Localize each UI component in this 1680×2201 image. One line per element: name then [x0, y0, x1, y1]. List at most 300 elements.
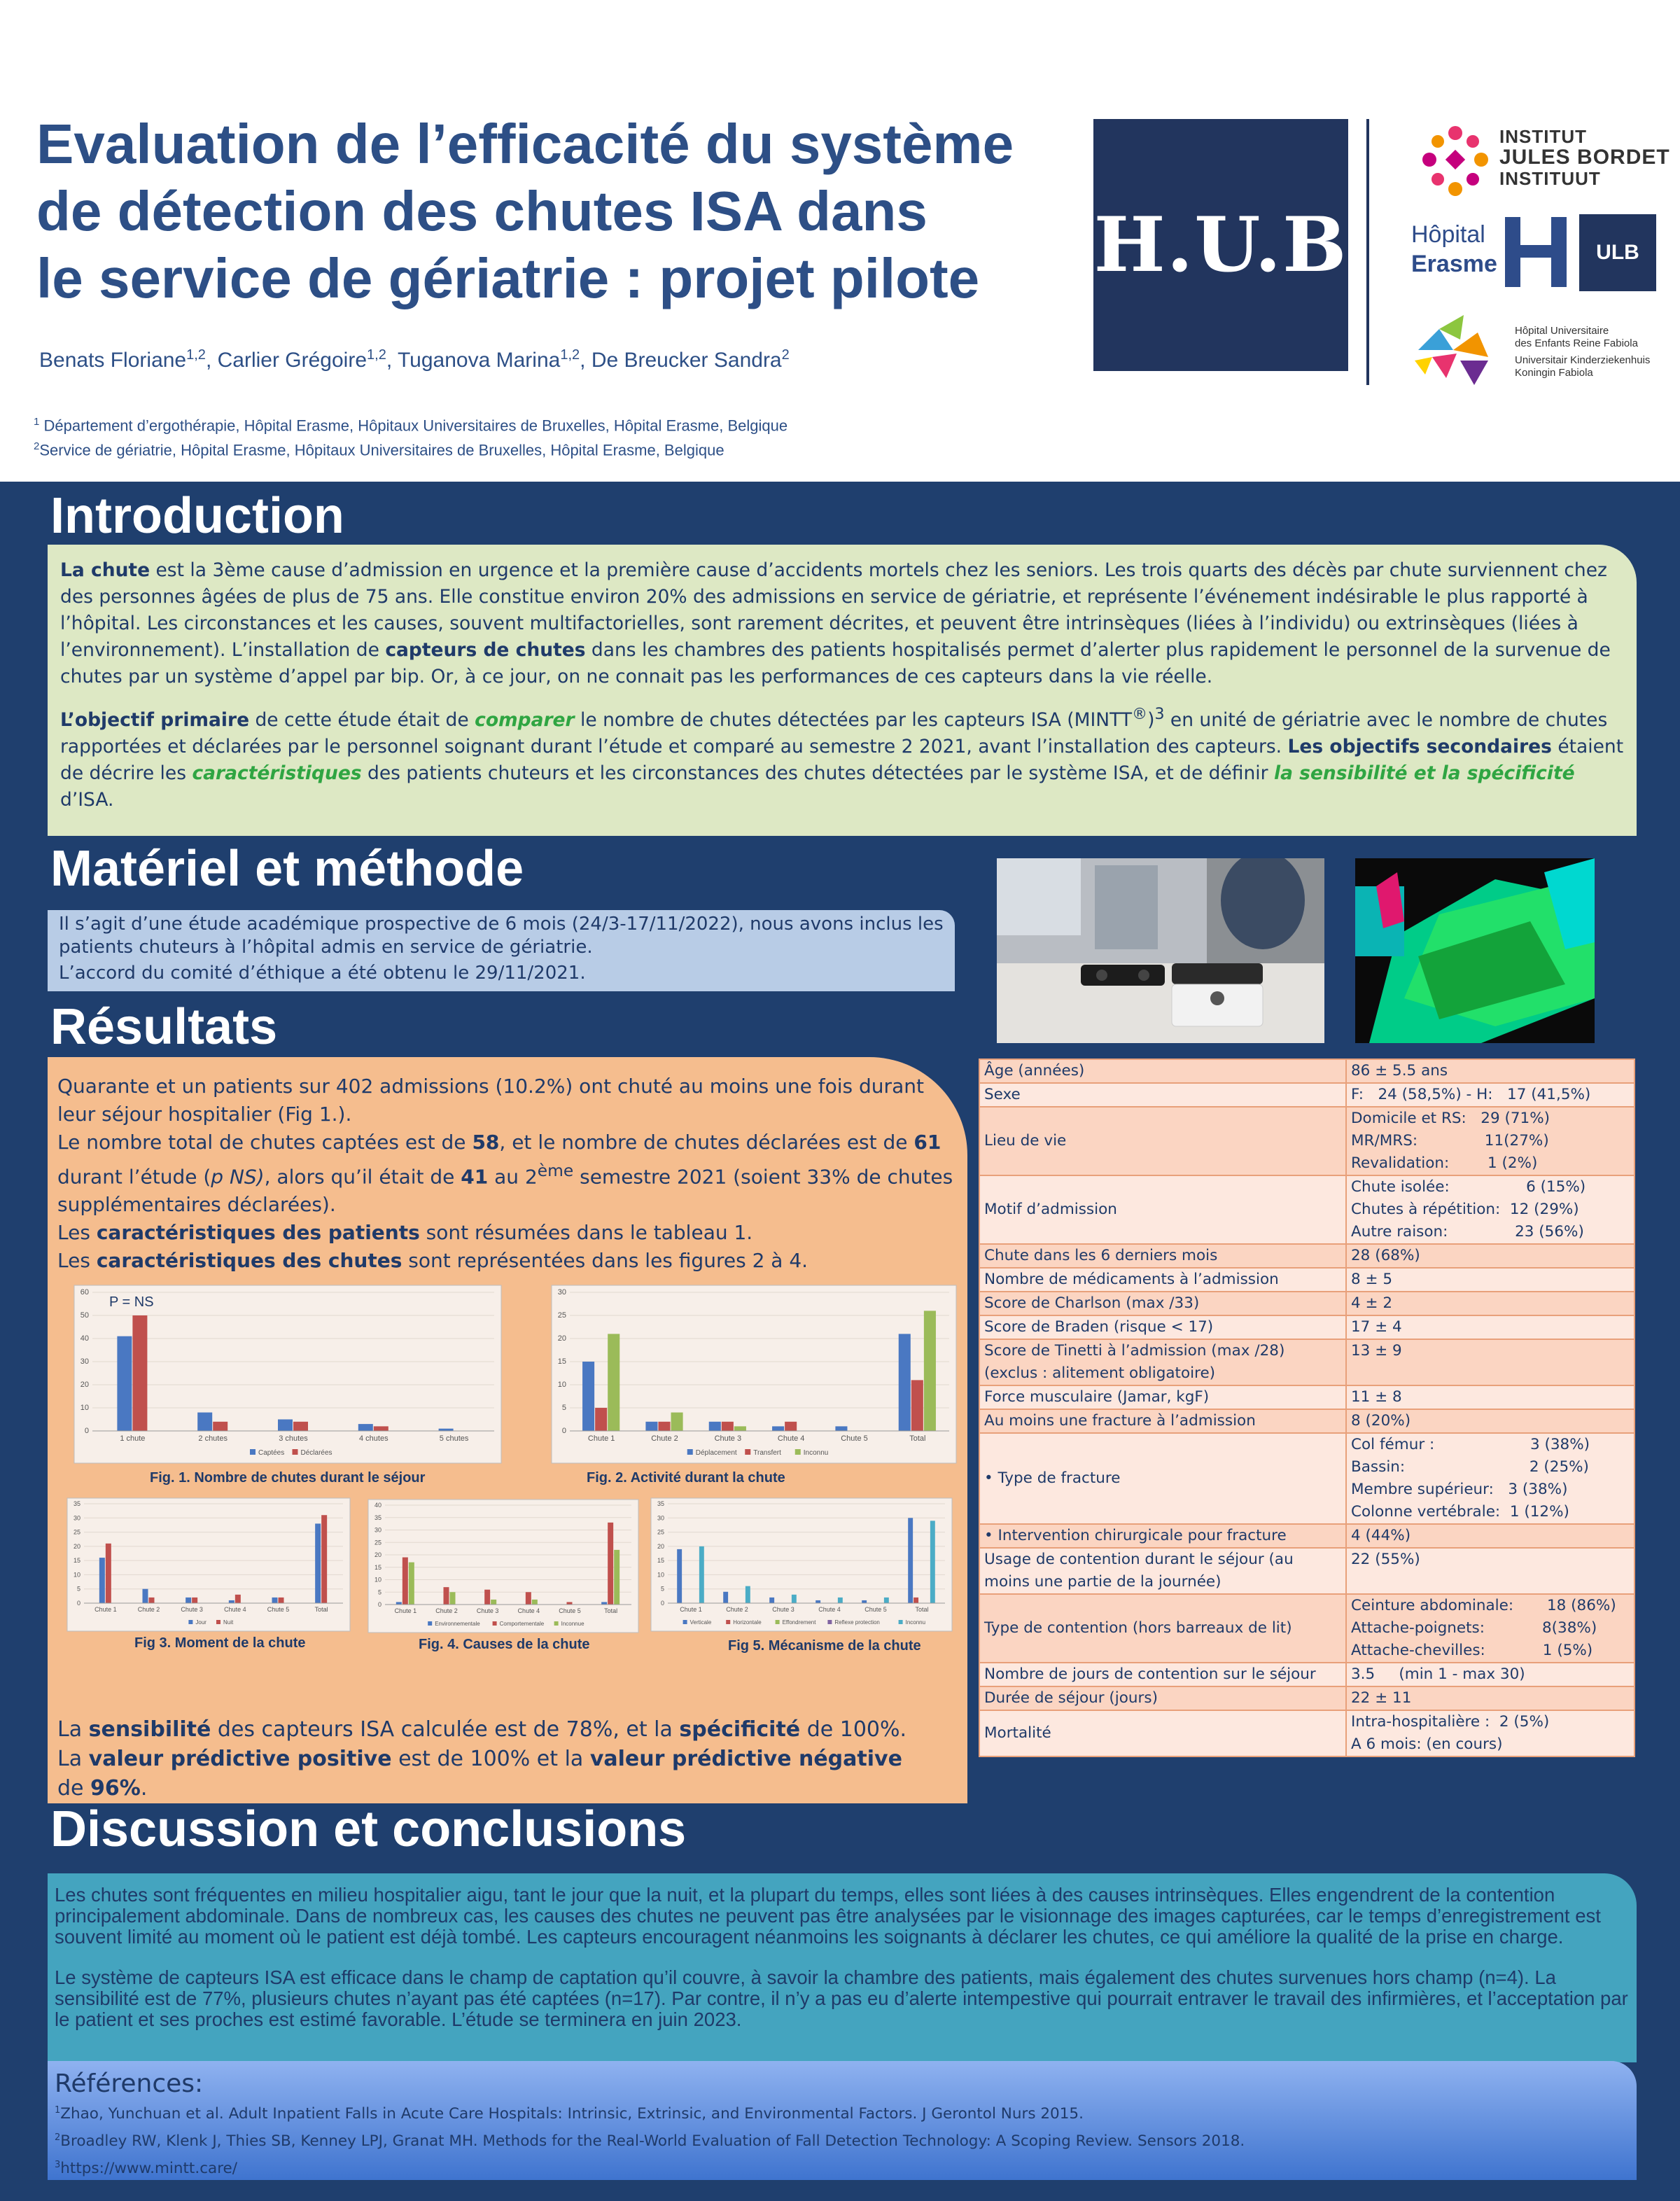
text-run: durant l’étude ( — [57, 1165, 211, 1189]
table-label-cell: Chute dans les 6 derniers mois — [979, 1244, 1346, 1268]
y-tick-label: 35 — [657, 1500, 664, 1507]
y-tick-label: 10 — [374, 1576, 382, 1584]
text-run: Les — [57, 1249, 97, 1273]
table-value-line: 28 (68%) — [1351, 1247, 1420, 1264]
bar — [930, 1521, 935, 1603]
text-run: valeur prédictive négative — [589, 1747, 902, 1771]
text-run: au 2 — [488, 1165, 538, 1189]
y-tick-label: 35 — [73, 1500, 80, 1507]
reference-number: 2 — [55, 2132, 61, 2144]
huderf-line: Koningin Fabiola — [1515, 367, 1593, 379]
table-row — [979, 1710, 1634, 1756]
table-value-line: 3.5 (min 1 - max 30) — [1351, 1665, 1525, 1683]
bar — [567, 1602, 573, 1605]
hub-logo — [1093, 119, 1348, 371]
bar — [862, 1600, 867, 1603]
text-run: 58 — [472, 1131, 500, 1154]
table-row — [979, 1433, 1634, 1524]
x-tick-label: Chute 5 — [267, 1606, 290, 1613]
section-heading-introduction: Introduction — [50, 488, 344, 544]
x-tick-label: Chute 1 — [394, 1607, 417, 1614]
fig3-chart — [67, 1498, 350, 1631]
x-tick-label: 3 chutes — [279, 1434, 308, 1443]
legend-label: Environnementale — [435, 1621, 480, 1627]
y-tick-label: 30 — [80, 1357, 89, 1366]
text-run: valeur prédictive positive — [88, 1747, 392, 1771]
table-value-line: 8 (20%) — [1351, 1412, 1411, 1430]
text-run: 61 — [913, 1131, 941, 1154]
table-value-line: Revalidation: 1 (2%) — [1351, 1154, 1538, 1172]
table-label-cell: Motif d’admission — [979, 1175, 1346, 1244]
x-tick-label: Chute 3 — [772, 1606, 794, 1613]
table-label-cell: Score de Tinetti à l’admission (max /28) (exclus : alitement obligatoire) — [979, 1339, 1346, 1385]
text-run: 41 — [461, 1165, 489, 1189]
detection-view-photo — [1355, 858, 1595, 1043]
text-run: ) — [1147, 708, 1155, 731]
sensor-photo-illustration — [997, 858, 1324, 1043]
bar — [315, 1523, 321, 1603]
bar — [769, 1598, 774, 1603]
bordet-flower-icon — [1417, 123, 1494, 200]
table-value-cell — [1346, 1548, 1634, 1594]
legend-swatch — [250, 1449, 255, 1455]
resultats-conclusion — [57, 1715, 925, 1803]
author-name: Tuganova Marina — [397, 349, 561, 372]
table-value-cell — [1346, 1385, 1634, 1409]
x-tick-label: Chute 1 — [680, 1606, 702, 1613]
bar — [608, 1523, 613, 1605]
bar — [723, 1592, 728, 1603]
legend-label: Inconnue — [561, 1621, 584, 1627]
table-row — [979, 1409, 1634, 1433]
x-tick-label: Total — [909, 1434, 926, 1443]
y-tick-label: 15 — [657, 1557, 664, 1565]
bar — [582, 1362, 594, 1431]
text-run: sont représentées dans les figures 2 à 4. — [402, 1249, 808, 1273]
x-tick-label: Chute 2 — [137, 1606, 160, 1613]
bar — [884, 1598, 889, 1603]
y-tick-label: 25 — [657, 1528, 664, 1536]
intro-paragraph-2 — [60, 701, 1624, 813]
resultats-paragraph — [57, 1129, 955, 1219]
bar — [924, 1311, 936, 1431]
discussion-box — [48, 1873, 1637, 2062]
table-row — [979, 1385, 1634, 1409]
fig1-chart — [74, 1285, 501, 1463]
bar — [908, 1518, 913, 1603]
text-run: ® — [1132, 706, 1148, 723]
erasme-text — [1411, 220, 1497, 279]
legend-label: Verticale — [690, 1619, 712, 1626]
table-value-cell — [1346, 1663, 1634, 1686]
author-affil-sup: 1,2 — [560, 347, 580, 363]
bordet-line: INSTITUUT — [1499, 168, 1601, 189]
y-tick-label: 15 — [73, 1557, 80, 1565]
bar — [816, 1600, 820, 1603]
fig1-caption: Fig. 1. Nombre de chutes durant le séjour — [150, 1470, 426, 1486]
erasme-line: Erasme — [1411, 251, 1497, 277]
discussion-paragraph: Le système de capteurs ISA est efficace dans le champ de captation qu’il couvre, à savoir la chambre des patients, mais également des chutes survenues hors champ (n=4). La sensibilité est de 77%, plusieurs chutes n’ayant pas été captées (n=17). Par contre, il n’y a pas eu d’alerte intempestive qui pourrait entraver le travail des infirmières, et l’acceptation par le patient et ses proches est estimé favorable. L’étude se terminera en juin 2023. — [55, 1966, 1628, 2030]
bar — [450, 1592, 456, 1605]
erasme-line: Hôpital — [1411, 221, 1485, 248]
intro-paragraph-1 — [60, 557, 1624, 690]
legend-swatch — [216, 1620, 220, 1624]
y-tick-label: 10 — [80, 1404, 89, 1412]
huderf-logo — [1411, 308, 1656, 392]
reference-item — [55, 2153, 1630, 2181]
text-run: spécificité — [679, 1717, 801, 1742]
text-run: , alors qu’il était de — [264, 1165, 461, 1189]
table-value-cell — [1346, 1339, 1634, 1385]
bordet-line: INSTITUT — [1499, 126, 1587, 147]
title-line: Evaluation de l’efficacité du système — [36, 113, 1014, 175]
y-tick-label: 30 — [73, 1514, 80, 1522]
x-tick-label: 1 chute — [120, 1434, 146, 1443]
legend-label: Transfert — [753, 1449, 781, 1457]
affil-text: Département d’ergothérapie, Hôpital Erasme, Hôpitaux Universitaires de Bruxelles, Hôpital Erasme, Belgique — [43, 417, 788, 435]
legend-swatch — [554, 1621, 559, 1626]
bar — [608, 1334, 620, 1431]
table-label-cell: Nombre de médicaments à l’admission — [979, 1268, 1346, 1292]
affil-text: Service de gériatrie, Hôpital Erasme, Hôpitaux Universitaires de Bruxelles, Hôpital Erasme, Belgique — [39, 441, 724, 459]
materiel-line: Il s’agit d’une étude académique prospective de 6 mois (24/3-17/11/2022), nous avons inclus les patients chuteurs à l’hôpital admis en service de gériatrie. — [59, 914, 944, 958]
table-row — [979, 1059, 1634, 1083]
bar — [444, 1587, 449, 1605]
table-label-cell: Au moins une fracture à l’admission — [979, 1409, 1346, 1433]
legend-label: Déplacement — [695, 1449, 737, 1457]
bar — [722, 1422, 734, 1431]
y-tick-label: 40 — [80, 1334, 89, 1343]
y-tick-label: 25 — [374, 1539, 382, 1546]
affil-sup: 2 — [34, 440, 40, 453]
legend-label: Inconnu — [905, 1619, 926, 1626]
table-value-line: F: 24 (58,5%) - H: 17 (41,5%) — [1351, 1086, 1591, 1103]
table-row — [979, 1548, 1634, 1594]
ulb-logo: ULB — [1579, 214, 1656, 291]
x-tick-label: Chute 4 — [517, 1607, 540, 1614]
table-value-cell — [1346, 1433, 1634, 1524]
x-tick-label: Chute 2 — [435, 1607, 458, 1614]
text-run: La chute — [60, 559, 150, 581]
huderf-line: des Enfants Reine Fabiola — [1515, 337, 1638, 349]
huderf-icon — [1411, 308, 1502, 392]
y-tick-label: 50 — [80, 1311, 89, 1320]
legend-label: Comportementale — [499, 1621, 545, 1627]
bar — [838, 1598, 843, 1603]
author-affil-sup: 1,2 — [186, 347, 206, 363]
table-label-cell: Score de Charlson (max /33) — [979, 1292, 1346, 1315]
y-tick-label: 5 — [377, 1588, 382, 1596]
y-tick-label: 10 — [557, 1381, 566, 1389]
y-tick-label: 0 — [660, 1600, 664, 1607]
table-value-line: 4 ± 2 — [1351, 1294, 1393, 1312]
bar — [532, 1600, 538, 1605]
affiliation-line — [34, 412, 788, 436]
legend-label: Captées — [258, 1449, 285, 1457]
table-label-cell: • Intervention chirurgicale pour fracture — [979, 1524, 1346, 1548]
x-tick-label: Total — [604, 1607, 618, 1614]
section-heading-materiel: Matériel et méthode — [50, 841, 524, 897]
legend-label: Inconnu — [803, 1449, 829, 1457]
y-tick-label: 25 — [73, 1528, 80, 1536]
legend-label: Déclarées — [300, 1449, 332, 1457]
x-tick-label: Chute 1 — [94, 1606, 117, 1613]
text-run: Le nombre total de chutes captées est de — [57, 1131, 472, 1154]
text-run: ème — [537, 1161, 574, 1180]
text-run: est la 3ème cause d’admission en urgence et la première cause d’accidents mortels chez les seniors. Les trois quarts des décès par chute surviennent chez des personnes âgées de plus de 75 ans. Elle constitue environ 20% des admissions en service de gériatrie, et représente l’événement indésirable le plus rapporté à l’hôpital. Les circonstances et les causes, souvent multifactorielles, sont rarement décrites, et peuvent être intrinsèques (liées à l’individu) ou extrinsèques (liées à l’environnement). L’installation de — [60, 559, 1607, 661]
text-run: semestre 2021 (soient 33% de chutes supplémentaires déclarées). — [57, 1165, 953, 1217]
reference-number: 3 — [55, 2160, 61, 2171]
legend-swatch — [795, 1449, 801, 1455]
bar — [197, 1413, 212, 1431]
bar — [117, 1336, 132, 1431]
y-tick-label: 20 — [374, 1551, 382, 1558]
author-affil-sup: 2 — [781, 347, 790, 363]
table-label-cell: Lieu de vie — [979, 1107, 1346, 1175]
bordet-logo — [1417, 123, 1670, 200]
table-value-cell — [1346, 1107, 1634, 1175]
section-heading-resultats: Résultats — [50, 999, 278, 1055]
fig3-caption: Fig 3. Moment de la chute — [134, 1635, 306, 1651]
text-run: 3 — [1154, 706, 1165, 723]
legend-swatch — [428, 1621, 432, 1626]
text-run: sont résumées dans le tableau 1. — [419, 1221, 753, 1245]
y-tick-label: 30 — [374, 1526, 382, 1534]
x-tick-label: Chute 5 — [559, 1607, 581, 1614]
fig4-caption: Fig. 4. Causes de la chute — [419, 1637, 590, 1652]
legend-swatch — [293, 1449, 298, 1455]
bar — [293, 1422, 308, 1431]
text-run: , et le nombre de chutes déclarées est de — [499, 1131, 914, 1154]
y-tick-label: 30 — [657, 1514, 664, 1522]
y-tick-label: 15 — [374, 1563, 382, 1571]
y-tick-label: 20 — [557, 1334, 566, 1343]
hub-logo-text: H.U.B — [1093, 201, 1348, 289]
detection-view-illustration — [1355, 858, 1595, 1043]
table-row — [979, 1339, 1634, 1385]
table-label-cell: Score de Braden (risque < 17) — [979, 1315, 1346, 1339]
text-run: La — [57, 1717, 89, 1742]
logo-divider — [1366, 119, 1369, 385]
author-affil-sup: 1,2 — [367, 347, 386, 363]
bar — [835, 1426, 847, 1431]
x-tick-label: Chute 1 — [587, 1434, 615, 1443]
table-label-cell: Âge (années) — [979, 1059, 1346, 1083]
table-value-line: MR/MRS: 11(27%) — [1351, 1132, 1549, 1150]
text-run: caractéristiques — [192, 762, 362, 784]
text-run: la sensibilité et la spécificité — [1273, 762, 1575, 784]
text-run: d’ISA. — [60, 788, 114, 811]
author-sep: , — [386, 349, 398, 372]
bar — [106, 1544, 111, 1603]
bar — [734, 1426, 746, 1431]
y-tick-label: 0 — [561, 1427, 566, 1435]
reference-item — [55, 2126, 1630, 2153]
table-value-line: Autre raison: 23 (56%) — [1351, 1223, 1584, 1241]
references-box — [48, 2061, 1637, 2180]
text-run: 96% — [90, 1776, 141, 1801]
huderf-line: Universitair Kinderziekenhuis — [1515, 354, 1651, 366]
author-sep: , — [580, 349, 592, 372]
table-value-line: Chutes à répétition: 12 (29%) — [1351, 1201, 1579, 1218]
y-tick-label: 60 — [80, 1288, 89, 1297]
materiel-line: L’accord du comité d’éthique a été obtenu le 29/11/2021. — [59, 963, 586, 984]
bar — [746, 1586, 750, 1603]
bar — [279, 1598, 284, 1603]
bar — [484, 1590, 490, 1605]
text-run: p NS) — [211, 1165, 265, 1189]
y-tick-label: 15 — [557, 1357, 566, 1366]
table-value-line: Chute isolée: 6 (15%) — [1351, 1178, 1586, 1196]
table-label-cell: Nombre de jours de contention sur le séjour — [979, 1663, 1346, 1686]
table-row — [979, 1268, 1634, 1292]
huderf-text — [1515, 325, 1650, 379]
poster-header — [0, 0, 1680, 482]
table-value-line: Bassin: 2 (25%) — [1351, 1458, 1589, 1476]
legend-label: Horizontale — [733, 1619, 762, 1626]
table-value-cell — [1346, 1244, 1634, 1268]
reference-text: Broadley RW, Klenk J, Thies SB, Kenney LPJ, Granat MH. Methods for the Real-World Evaluation of Fall Detection Technology: A Scoping Review. Sensors 2018. — [60, 2132, 1245, 2151]
patient-characteristics-table — [979, 1058, 1635, 1757]
table-row — [979, 1594, 1634, 1663]
text-run: Les objectifs secondaires — [1287, 735, 1552, 757]
table-value-line: 13 ± 9 — [1351, 1342, 1402, 1360]
bar — [601, 1602, 607, 1605]
bar — [402, 1558, 408, 1605]
text-run: Les — [57, 1221, 97, 1245]
x-tick-label: Chute 4 — [224, 1606, 246, 1613]
table-label-cell: Durée de séjour (jours) — [979, 1686, 1346, 1710]
bar — [213, 1422, 227, 1431]
bordet-line: JULES BORDET — [1499, 146, 1670, 169]
bar — [614, 1550, 620, 1605]
resultats-paragraph — [57, 1219, 955, 1247]
reference-item — [55, 2099, 1630, 2126]
bar — [792, 1595, 797, 1603]
table-label-cell: Usage de contention durant le séjour (au moins une partie de la journée) — [979, 1548, 1346, 1594]
table-row — [979, 1175, 1634, 1244]
x-tick-label: Chute 3 — [714, 1434, 742, 1443]
table-value-cell — [1346, 1686, 1634, 1710]
title-line: de détection des chutes ISA dans — [36, 180, 927, 242]
x-tick-label: Chute 5 — [864, 1606, 887, 1613]
table-value-line: 4 (44%) — [1351, 1527, 1411, 1544]
table-value-line: Colonne vertébrale: 1 (12%) — [1351, 1503, 1569, 1521]
x-tick-label: Chute 3 — [181, 1606, 203, 1613]
table-row — [979, 1686, 1634, 1710]
x-tick-label: Chute 5 — [841, 1434, 868, 1443]
y-tick-label: 40 — [374, 1502, 382, 1509]
materiel-box — [48, 910, 955, 991]
author-name: De Breucker Sandra — [591, 349, 782, 372]
text-run: est de 100% et la — [391, 1747, 590, 1771]
bar — [709, 1422, 721, 1431]
table-row — [979, 1083, 1634, 1107]
bar — [229, 1600, 234, 1603]
text-run: . — [140, 1776, 148, 1801]
bar — [278, 1420, 293, 1432]
discussion-paragraph: Les chutes sont fréquentes en milieu hospitalier aigu, tant le jour que la nuit, et la plupart du temps, elles sont liées à des causes intrinsèques. Elles engendrent de la contention principalement abdominale. Dans de nombreux cas, les causes des chutes ne peuvent pas être analysées par le visionnage des images capturées, car le temps d’enregistrement est souvent limité au moment où le patient est déjà tombé. Les capteurs encouragent néanmoins les soignants à déclarer les chutes, ce qui améliore la qualité de la prise en charge. — [55, 1884, 1601, 1948]
fig5-chart — [651, 1498, 952, 1631]
bar — [235, 1595, 241, 1603]
legend-swatch — [726, 1620, 730, 1624]
poster-title — [36, 111, 1086, 312]
text-run: dans les chambres des patients hospitalisés permet d’alerter plus rapidement le personnel de la survenue de chutes par un système d’appel par bip. Or, à ce jour, on ne connait pas les performances de ces capteurs dans la vie réelle. — [60, 639, 1611, 687]
table-value-line: Domicile et RS: 29 (71%) — [1351, 1110, 1550, 1127]
x-tick-label: Chute 2 — [726, 1606, 748, 1613]
fig4-chart — [368, 1500, 638, 1633]
y-tick-label: 5 — [76, 1585, 80, 1593]
table-row — [979, 1107, 1634, 1175]
section-heading-discussion: Discussion et conclusions — [50, 1801, 687, 1857]
y-tick-label: 0 — [76, 1600, 80, 1607]
x-tick-label: Chute 2 — [651, 1434, 678, 1443]
text-run: caractéristiques des patients — [96, 1221, 420, 1245]
author-name: Benats Floriane — [39, 349, 187, 372]
bar — [186, 1598, 191, 1603]
bar — [99, 1558, 105, 1603]
table-value-line: Col fémur : 3 (38%) — [1351, 1436, 1590, 1453]
x-tick-label: Chute 4 — [777, 1434, 805, 1443]
table-value-cell — [1346, 1594, 1634, 1663]
sensor-device-photo — [997, 858, 1324, 1043]
bar — [132, 1315, 147, 1431]
table-label-cell: • Type de fracture — [979, 1433, 1346, 1524]
bar — [149, 1598, 155, 1603]
table-value-line: Intra-hospitalière : 2 (5%) — [1351, 1713, 1550, 1731]
legend-label: Jour — [195, 1619, 206, 1626]
text-run: des patients chuteurs et les circonstances des chutes détectées par le système ISA, et de définir — [361, 762, 1274, 784]
erasme-logo — [1411, 214, 1656, 291]
text-run: Quarante et un patients sur 402 admissions (10.2%) ont chuté au moins une fois durant leur séjour hospitalier (Fig 1.). — [57, 1075, 924, 1126]
bar — [677, 1549, 682, 1603]
y-tick-label: 0 — [84, 1427, 89, 1435]
table-row — [979, 1292, 1634, 1315]
bar — [658, 1422, 670, 1431]
fig2-caption: Fig. 2. Activité durant la chute — [587, 1470, 785, 1486]
y-tick-label: 20 — [657, 1542, 664, 1550]
introduction-box — [48, 545, 1637, 836]
affiliation-line — [34, 436, 788, 461]
table-value-cell — [1346, 1710, 1634, 1756]
reference-text: Zhao, Yunchuan et al. Adult Inpatient Falls in Acute Care Hospitals: Intrinsic, Extrinsic, and Environmental Factors. J Gerontol Nurs 2015. — [60, 2105, 1084, 2123]
bar — [491, 1600, 496, 1605]
legend-swatch — [493, 1621, 497, 1626]
bar — [911, 1380, 923, 1431]
text-run: sensibilité — [88, 1717, 211, 1742]
legend-swatch — [776, 1620, 780, 1624]
bar — [595, 1408, 607, 1431]
table-value-cell — [1346, 1409, 1634, 1433]
bar — [396, 1602, 402, 1605]
table-value-cell — [1346, 1524, 1634, 1548]
bar — [772, 1426, 784, 1431]
table-value-cell — [1346, 1315, 1634, 1339]
x-tick-label: Total — [314, 1606, 328, 1613]
legend-label: Effondrement — [782, 1619, 816, 1626]
text-run: capteurs de chutes — [385, 639, 586, 661]
y-tick-label: 5 — [561, 1404, 566, 1412]
text-run: de — [57, 1776, 91, 1801]
huderf-line: Hôpital Universitaire — [1515, 325, 1609, 337]
table-value-line: 8 ± 5 — [1351, 1271, 1393, 1288]
text-run: L’objectif primaire — [60, 708, 250, 731]
affiliations — [34, 412, 788, 461]
legend-swatch — [188, 1620, 192, 1624]
table-row — [979, 1315, 1634, 1339]
y-tick-label: 35 — [374, 1514, 382, 1521]
text-run: en unité de gériatrie avec le nombre de chutes rapportées et déclarées par le personnel soignant durant l’étude et comparé au semestre 2 2021, avant l’installation des capteurs. — [60, 708, 1608, 757]
